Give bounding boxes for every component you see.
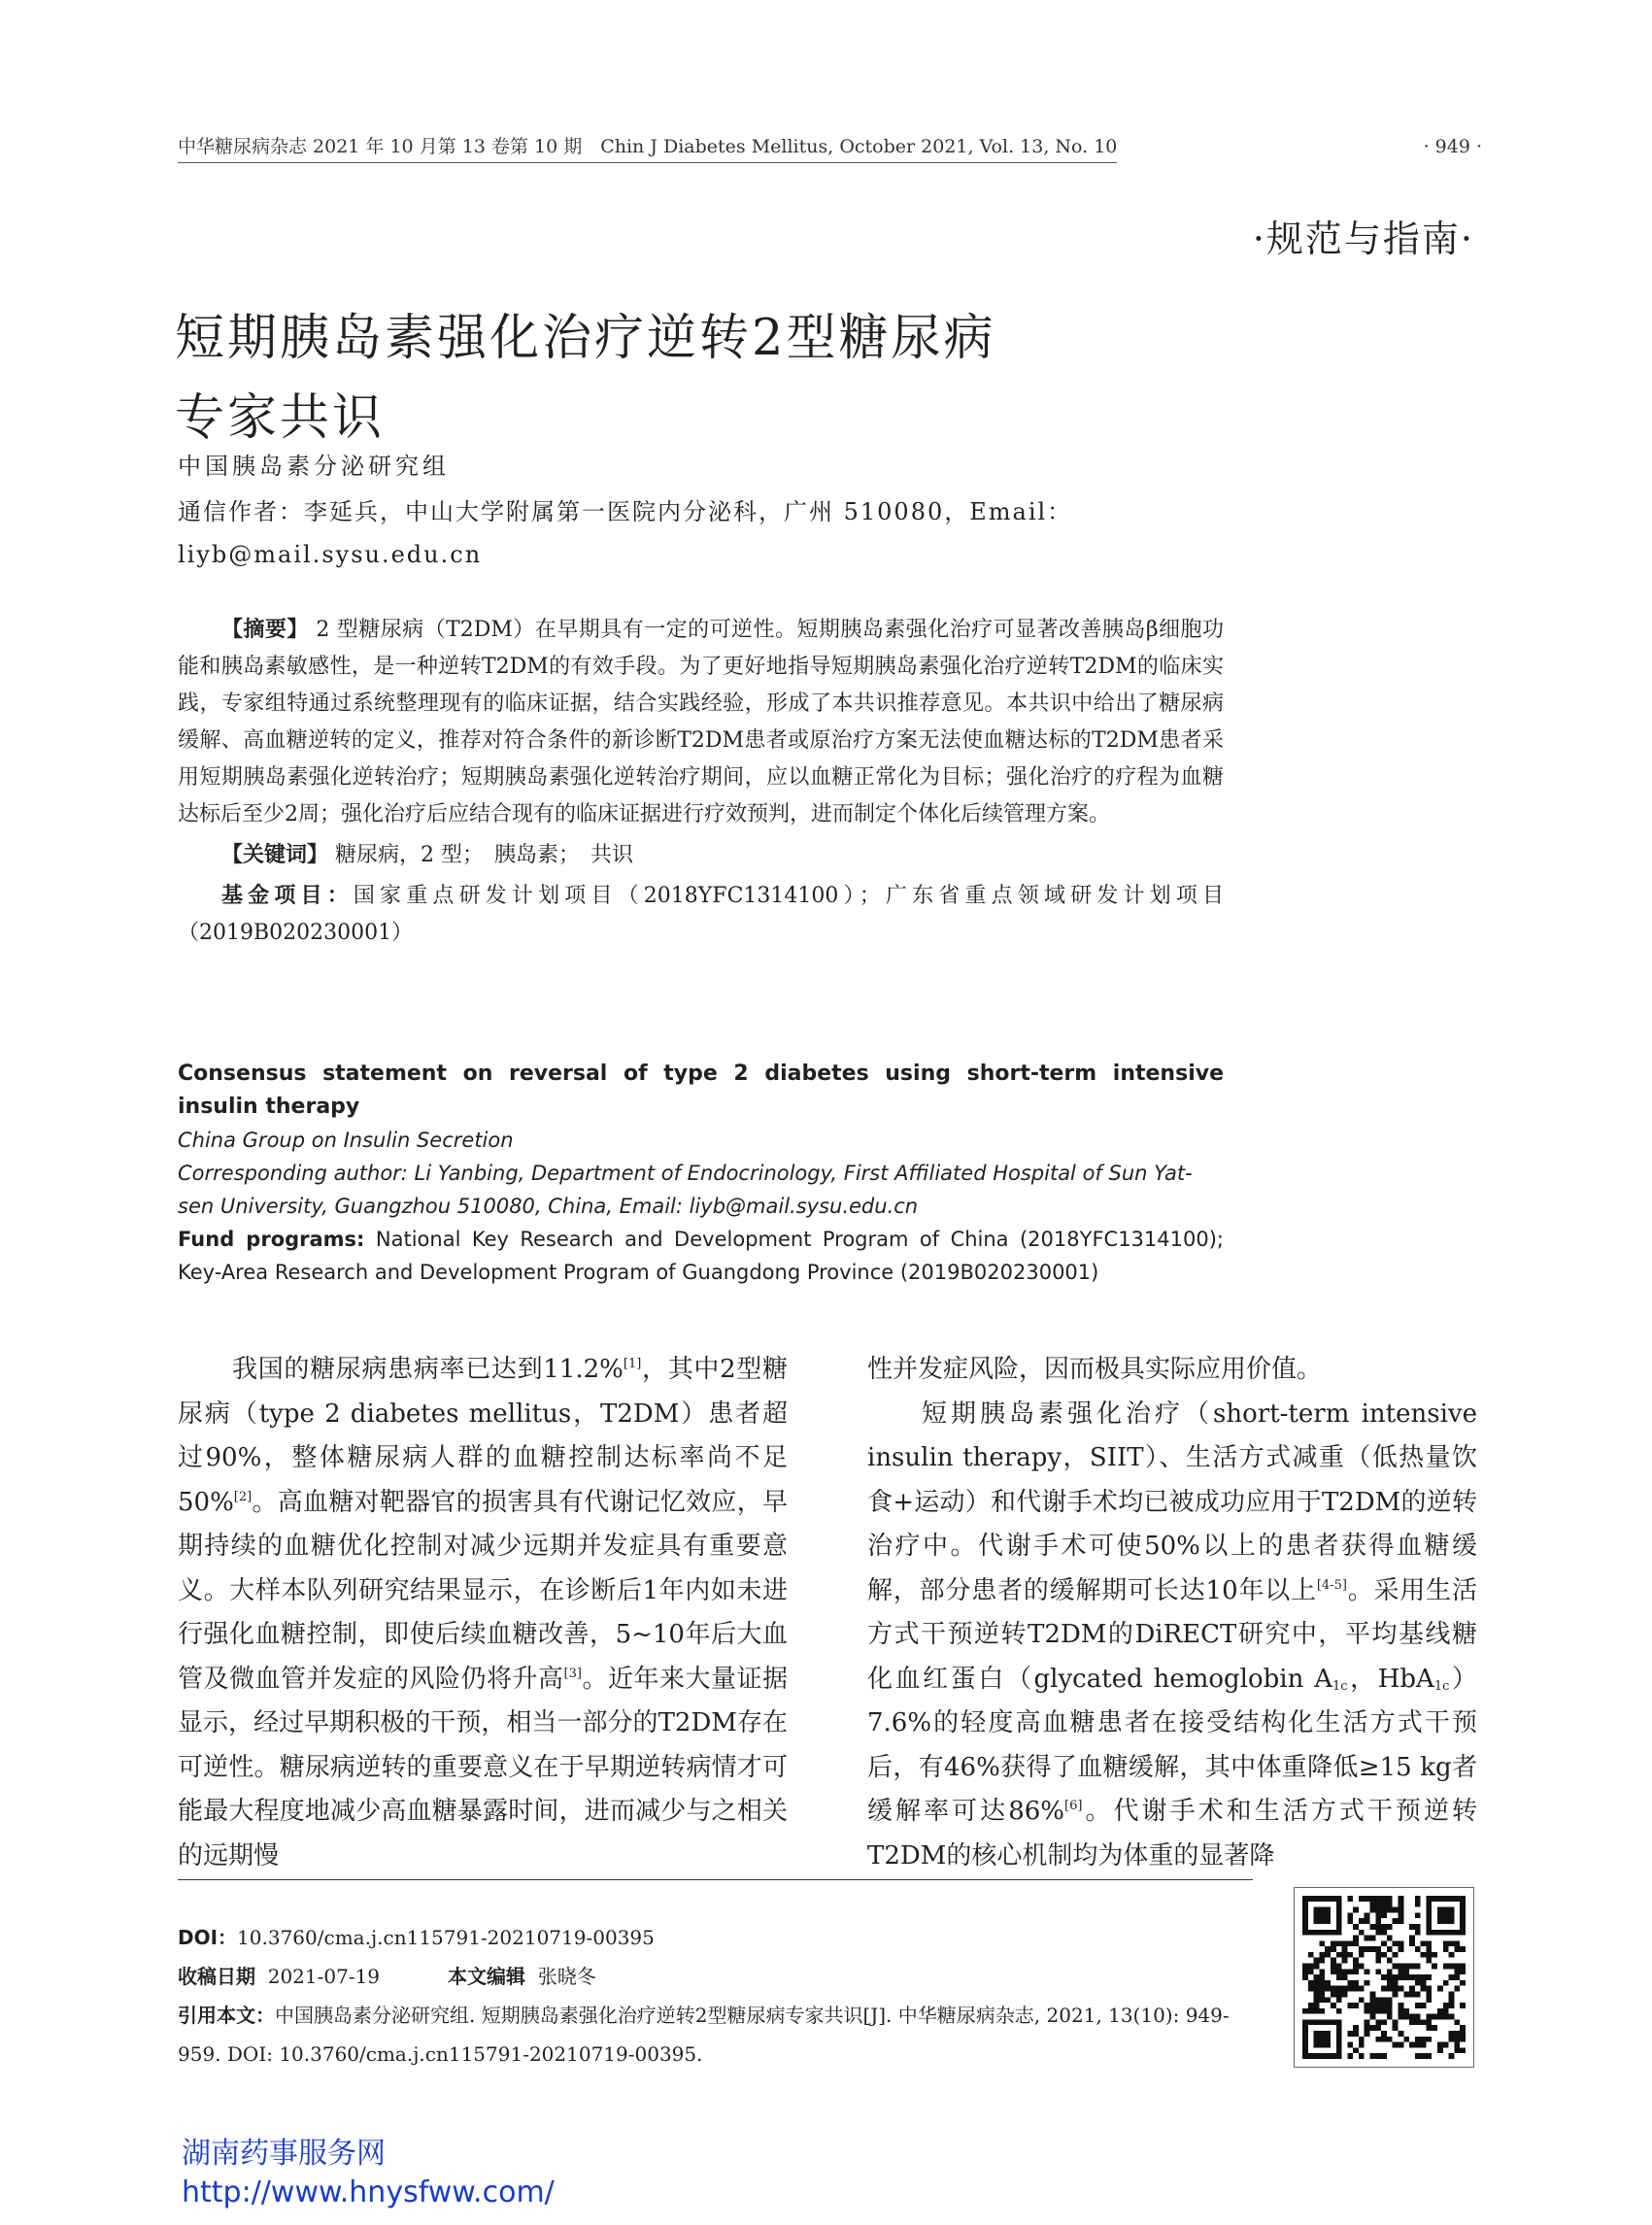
doi-link[interactable]: 10.3760/cma.j.cn115791-20210719-00395 xyxy=(237,1926,655,1949)
body-right-column xyxy=(867,1348,1477,1878)
body-text: 。近年来大量证据显示，经过早期积极的干预，相当一部分的T2DM存在可逆性。糖尿病逆转的重要意义在于早期逆转病情才可能最大程度地减少高血糖暴露时间，进而减少与之相关的远期慢 xyxy=(178,1664,788,1871)
body-left-column xyxy=(178,1348,788,1878)
qr-pattern xyxy=(1302,1896,1466,2059)
keywords-label: 【关键词】 xyxy=(221,843,329,867)
body-text: 。高血糖对靶器官的损害具有代谢记忆效应，早期持续的血糖优化控制对减少远期并发症具有重要意义。大样本队列研究结果显示，在诊断后1年内如未进行强化血糖控制，即使后续血糖改善，5~10年后大血管及微血管并发症的风险仍将升高 xyxy=(178,1487,788,1694)
citation-link[interactable]: [3] xyxy=(563,1666,582,1681)
citation-text: 中国胰岛素分泌研究组. 短期胰岛素强化治疗逆转2型糖尿病专家共识[J]. 中华糖尿病杂志, 2021, 13(10): 949-959. DOI: 10.3760/cma.j.cn115791-20210719-00395. xyxy=(178,2004,1230,2066)
article-title xyxy=(175,299,995,458)
body-text: 性并发症风险，因而极具实际应用价值。 xyxy=(867,1355,1323,1384)
keywords: 糖尿病，2 型； 胰岛素； 共识 xyxy=(335,843,634,867)
subscript: 1c xyxy=(1332,1678,1348,1694)
body-text: 。采用生活方式干预逆转T2DM的DiRECT研究中，平均基线糖化血红蛋白（glycated hemoglobin A xyxy=(867,1575,1477,1694)
author-group: 中国胰岛素分泌研究组 xyxy=(178,453,450,480)
cite-label: 引用本文： xyxy=(178,2004,275,2027)
english-corresponding: Corresponding author: Li Yanbing, Department of Endocrinology, First Affiliated Hospital of Sun Yat-sen University, Guangzhou 510080, China, Email: liyb@mail.sysu.edu.cn xyxy=(178,1162,1193,1218)
english-fund-label: Fund programs: xyxy=(178,1228,365,1251)
watermark[interactable] xyxy=(182,2134,555,2211)
abstract-text: 2 型糖尿病（T2DM）在早期具有一定的可逆性。短期胰岛素强化治疗可显著改善胰岛β细胞功能和胰岛素敏感性，是一种逆转T2DM的有效手段。为了更好地指导短期胰岛素强化治疗逆转T2DM的临床实践，专家组特通过系统整理现有的临床证据，结合实践经验，形成了本共识推荐意见。本共识中给出了糖尿病缓解、高血糖逆转的定义，推荐对符合条件的新诊断T2DM患者或原治疗方案无法使血糖达标的T2DM患者采用短期胰岛素强化逆转治疗；短期胰岛素强化逆转治疗期间，应以血糖正常化为目标；强化治疗的疗程为血糖达标后至少2周；强化治疗后应结合现有的临床证据进行疗效预判，进而制定个体化后续管理方案。 xyxy=(178,618,1224,826)
citation-link[interactable]: [6] xyxy=(1064,1799,1083,1813)
english-title: Consensus statement on reversal of type 2 diabetes using short-term intensive insulin therapy xyxy=(178,1062,1224,1119)
english-fund: National Key Research and Development Program of China (2018YFC1314100); Key-Area Research and Development Program of Guangdong Province (2019B020230001) xyxy=(178,1228,1224,1284)
editor-name: 张晓冬 xyxy=(537,1965,596,1988)
title-line-1: 短期胰岛素强化治疗逆转2型糖尿病 xyxy=(175,310,996,367)
body-text: 短期胰岛素强化治疗（short-term intensive insulin therapy，SIIT）、生活方式减重（低热量饮食+运动）和代谢手术均已被成功应用于T2DM的逆转治疗中。代谢手术可使50%以上的患者获得血糖缓解，部分患者的缓解期可长达10年以上 xyxy=(867,1399,1477,1605)
footnote-divider xyxy=(178,1879,1253,1880)
corresponding-author: 通信作者：李延兵，中山大学附属第一医院内分泌科，广州 510080，Email：liyb@mail.sysu.edu.cn xyxy=(178,498,1073,568)
body-text: ，HbA xyxy=(1347,1664,1434,1694)
citation-link[interactable]: [1] xyxy=(623,1357,642,1371)
citation-link[interactable]: [2] xyxy=(233,1489,253,1504)
article-footnote xyxy=(178,1918,1265,2073)
fund-label: 基金项目： xyxy=(221,884,354,908)
title-line-2: 专家共识 xyxy=(175,389,386,447)
chinese-abstract xyxy=(178,612,1224,952)
citation-link[interactable]: [4-5] xyxy=(1316,1577,1347,1593)
section-label: ·规范与指南· xyxy=(1252,218,1474,260)
doi-label: DOI： xyxy=(178,1926,238,1949)
abstract-label: 【摘要】 xyxy=(221,618,309,642)
received-label: 收稿日期 xyxy=(178,1965,255,1988)
subscript: 1c xyxy=(1433,1678,1450,1694)
english-group: China Group on Insulin Secretion xyxy=(178,1129,514,1152)
received-date: 2021-07-19 xyxy=(267,1965,381,1988)
body-text: 。代谢手术和生活方式干预逆转T2DM的核心机制均为体重的显著降 xyxy=(867,1797,1477,1871)
editor-label: 本文编辑 xyxy=(448,1965,526,1988)
fund-text: 国家重点研发计划项目（2018YFC1314100）；广东省重点领域研发计划项目（2019B020230001） xyxy=(178,884,1224,945)
body-text: ，其中2型糖尿病（type 2 diabetes mellitus，T2DM）患者超过90%，整体糖尿病人群的血糖控制达标率尚不足50% xyxy=(178,1355,788,1517)
watermark-site-name: 湖南药事服务网 xyxy=(182,2137,386,2171)
body-text: 我国的糖尿病患病率已达到11.2% xyxy=(232,1355,624,1384)
watermark-url-link[interactable]: http://www.hnysfww.com/ xyxy=(182,2175,555,2209)
body-text: ）7.6%的轻度高血糖患者在接受结构化生活方式干预后，有46%获得了血糖缓解，其中体重降低≥15 kg者缓解率可达86% xyxy=(867,1664,1477,1826)
page-number: · 949 · xyxy=(1423,136,1482,157)
running-head: 中华糖尿病杂志 2021 年 10 月第 13 卷第 10 期 Chin J Diabetes Mellitus, October 2021, Vol. 13, No. 10 xyxy=(178,132,1117,163)
english-abstract-block xyxy=(178,1058,1224,1289)
qr-code-icon[interactable] xyxy=(1294,1887,1474,2068)
